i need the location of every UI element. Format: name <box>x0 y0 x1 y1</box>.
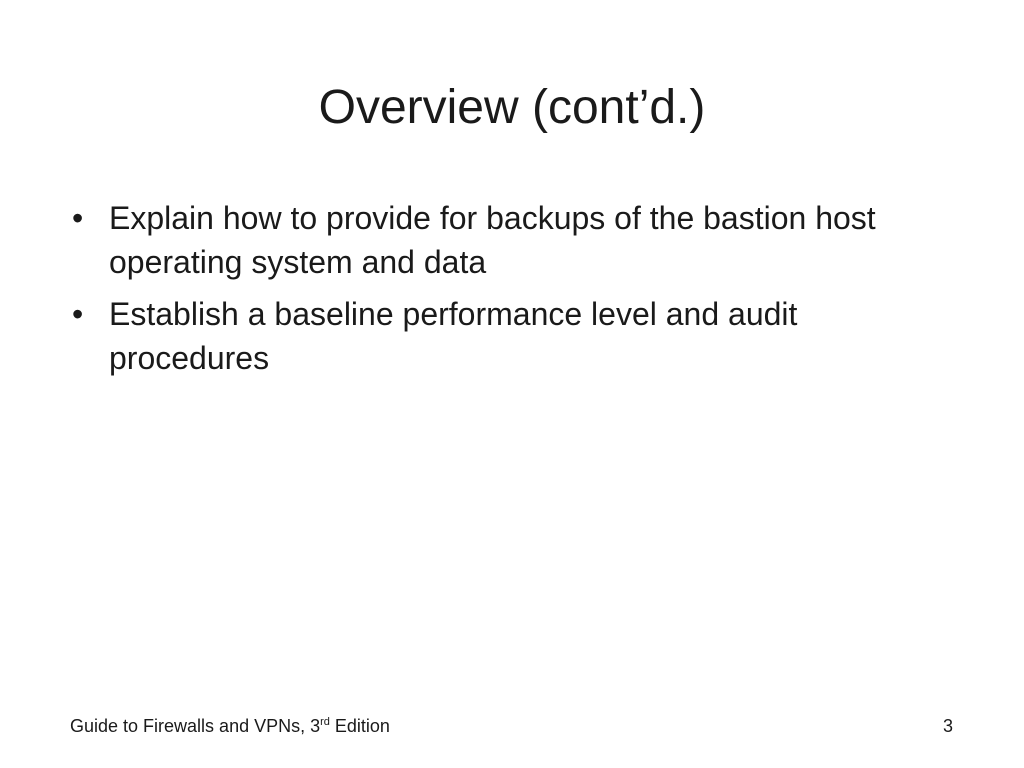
bullet-marker: • <box>72 200 84 236</box>
bullet-text: Explain how to provide for backups of the bastion host operating system and data <box>109 200 876 280</box>
footer-edition-text: Edition <box>329 716 390 736</box>
footer-title-text: Guide to Firewalls and VPNs, 3 <box>70 716 321 736</box>
footer-edition-superscript: rd <box>320 716 330 728</box>
slide-title: Overview (cont’d.) <box>318 81 706 134</box>
bullet-marker: • <box>72 296 84 332</box>
bullet-text: Establish a baseline performance level and audit procedures <box>109 296 798 376</box>
page-number: 3 <box>942 716 953 736</box>
bullet-item <box>72 196 952 284</box>
footer-book-title <box>70 714 390 738</box>
bullet-list <box>72 196 952 388</box>
bullet-item <box>72 292 952 380</box>
